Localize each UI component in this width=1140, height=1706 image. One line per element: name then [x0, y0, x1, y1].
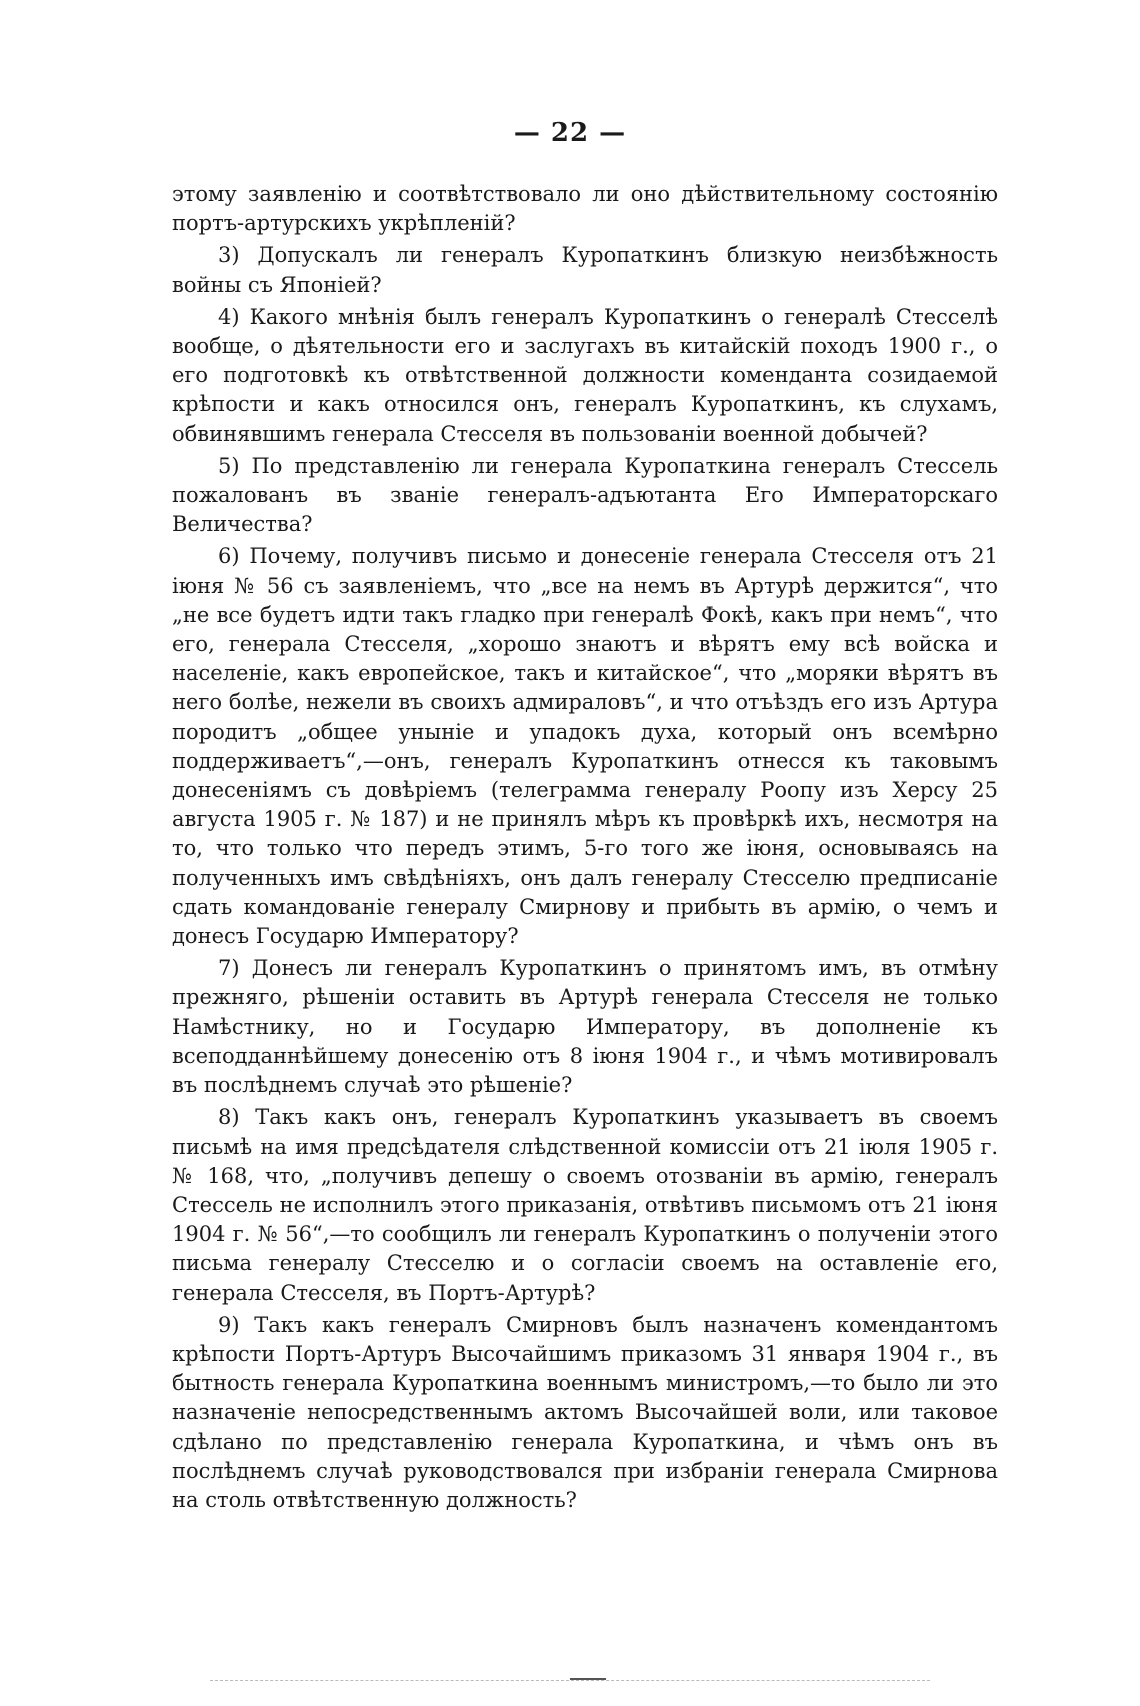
- paragraph-question-7: 7) Донесъ ли генералъ Куропаткинъ о принятомъ имъ, въ отмѣну прежняго, рѣшеніи оставить въ Артурѣ генерала Стесселя не только Намѣстнику, но и Государю Императору, въ дополненіе къ всеподданнѣйшему донесенію отъ 8 іюня 1904 г., и чѣмъ мотивировалъ въ послѣднемъ случаѣ это рѣшеніе?: [172, 956, 998, 1098]
- paragraph-question-6: 6) Почему, получивъ письмо и донесеніе генерала Стесселя отъ 21 іюня № 56 съ заявленіемъ, что „все на немъ въ Артурѣ держится“, что „не все будетъ идти такъ гладко при генералѣ Фокѣ, какъ при немъ“, что его, генерала Стесселя, „хорошо знаютъ и вѣрятъ ему всѣ войска и населеніе, какъ европейское, такъ и китайское“, что „моряки вѣрятъ въ него болѣе, нежели въ своихъ адмираловъ“, и что отъѣздъ его изъ Артура породитъ „общее уныніе и упадокъ духа, который онъ всемѣрно поддерживаетъ“,—онъ, генералъ Куропаткинъ отнесся къ таковымъ донесеніямъ съ довѣріемъ (телеграмма генералу Роопу изъ Херсу 25 августа 1905 г. № 187) и не принялъ мѣръ къ провѣркѣ ихъ, несмотря на то, что только что передъ этимъ, 5-го того же іюня, основываясь на полученныхъ имъ свѣдѣніяхъ, онъ далъ генералу Стесселю предписаніе сдать командованіе генералу Смирнову и прибыть въ армію, о чемъ и донесъ Государю Императору?: [172, 544, 998, 949]
- footer-mark: [570, 1678, 606, 1680]
- paragraph-continuation: этому заявленію и соотвѣтствовало ли оно дѣйствительному состоянію портъ-артурскихъ укрѣпленій?: [172, 182, 998, 236]
- page-number: — 22 —: [513, 118, 627, 148]
- footer-rule: [210, 1680, 930, 1681]
- paragraph-question-8: 8) Такъ какъ онъ, генералъ Куропаткинъ указываетъ въ своемъ письмѣ на имя предсѣдателя слѣдственной комиссіи отъ 21 іюля 1905 г. № 168, что, „получивъ депешу о своемъ отозваніи въ армію, генералъ Стессель не исполнилъ этого приказанія, отвѣтивъ письмомъ отъ 21 іюня 1904 г. № 56“,—то сообщилъ ли генералъ Куропаткинъ о полученіи этого письма генералу Стесселю и о согласіи своемъ на оставленіе его, генерала Стесселя, въ Портъ-Артурѣ?: [172, 1105, 998, 1305]
- paragraph-question-5: 5) По представленію ли генерала Куропаткина генералъ Стессель пожалованъ въ званіе генералъ-адъютанта Его Императорскаго Величества?: [172, 453, 998, 537]
- paragraph-question-4: 4) Какого мнѣнія былъ генералъ Куропаткинъ о генералѣ Стесселѣ вообще, о дѣятельности его и заслугахъ въ китайскій походъ 1900 г., о его подготовкѣ къ отвѣтственной должности коменданта созидаемой крѣпости и какъ относился онъ, генералъ Куропаткинъ, къ слухамъ, обвинявшимъ генерала Стесселя въ пользованіи военной добычей?: [172, 304, 998, 446]
- paragraph-question-9: 9) Такъ какъ генералъ Смирновъ былъ назначенъ комендантомъ крѣпости Портъ-Артуръ Высочайшимъ приказомъ 31 января 1904 г., въ бытность генерала Куропаткина военнымъ министромъ,—то было ли это назначеніе непосредственнымъ актомъ Высочайшей воли, или таковое сдѣлано по представленію генерала Куропаткина, и чѣмъ онъ въ послѣднемъ случаѣ руководствовался при избраніи генерала Смирнова на столь отвѣтственную должность?: [172, 1312, 998, 1512]
- document-body: [172, 180, 998, 1518]
- paragraph-question-3: 3) Допускалъ ли генералъ Куропаткинъ близкую неизбѣжность войны съ Японіей?: [172, 243, 998, 297]
